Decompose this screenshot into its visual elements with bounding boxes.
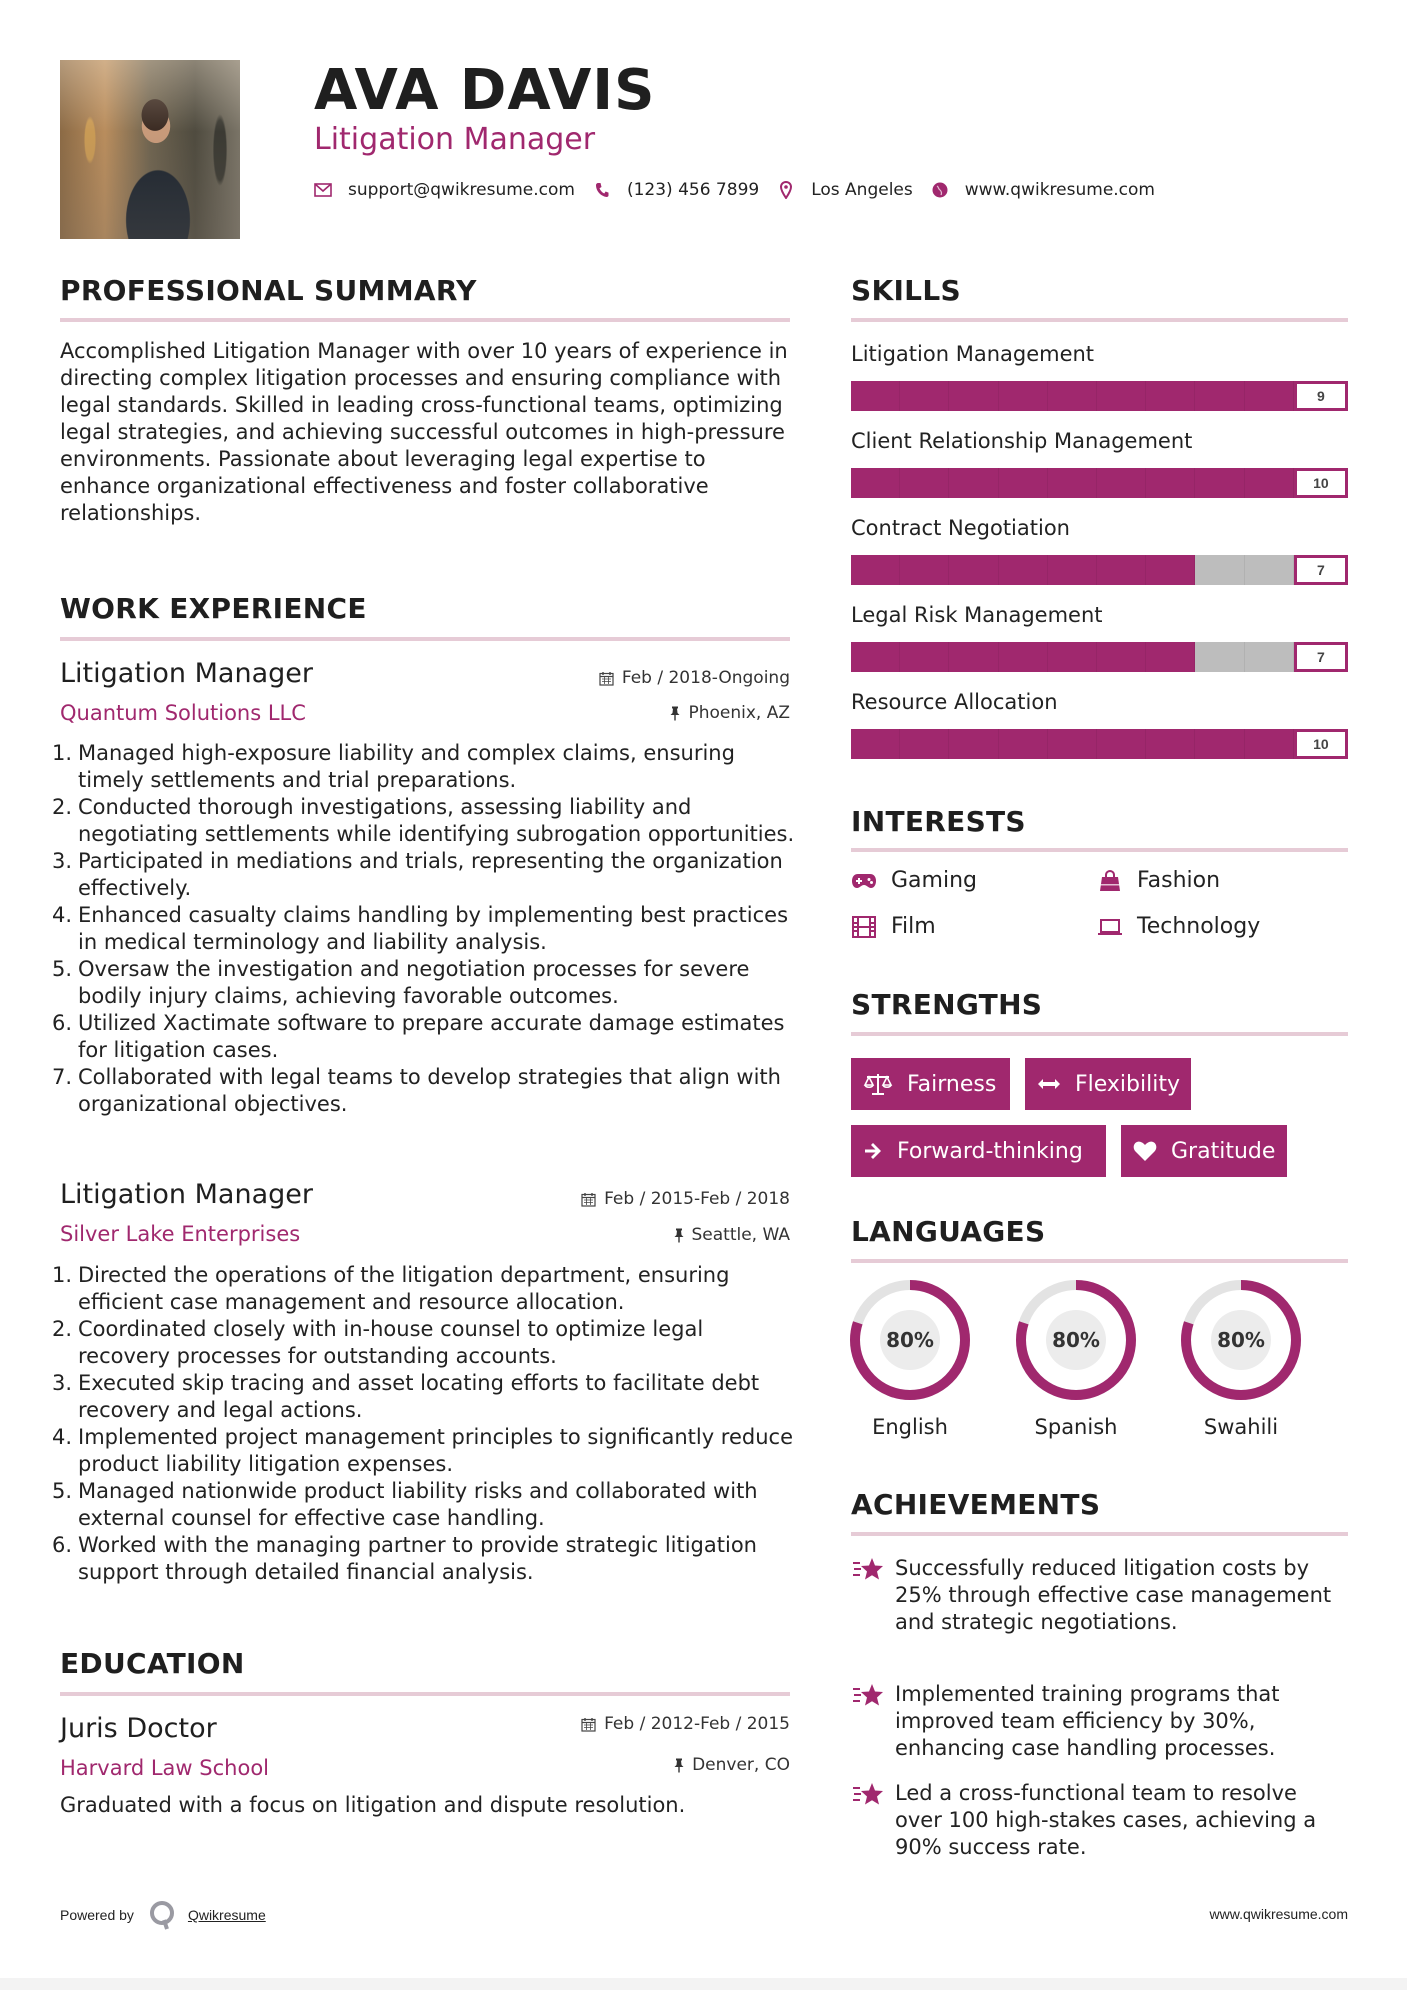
skill-bar-segment xyxy=(1097,729,1146,759)
skill-bar-segment xyxy=(999,468,1048,498)
skill-bar xyxy=(851,729,1348,759)
section-divider xyxy=(60,1692,790,1696)
education-description: Graduated with a focus on litigation and dispute resolution. xyxy=(60,1793,686,1817)
calendar-icon xyxy=(581,1192,596,1207)
language-progress-ring xyxy=(1015,1279,1137,1401)
skill-bar-segment xyxy=(1048,729,1097,759)
envelope-icon xyxy=(314,181,332,199)
calendar-icon xyxy=(581,1717,596,1732)
strength-label: Gratitude xyxy=(1171,1138,1276,1164)
film-icon xyxy=(851,916,877,938)
achievement-item xyxy=(851,1555,1348,1636)
balance-scale-icon xyxy=(863,1072,893,1096)
language-english xyxy=(849,1279,971,1439)
job-bullet: 1. Directed the operations of the litigation department, ensuring efficient case management and resource allocation. xyxy=(52,1263,730,1314)
interest-label: Film xyxy=(891,914,936,939)
education-dates xyxy=(581,1714,790,1734)
skill-bar-segment xyxy=(1146,381,1195,411)
skill-bar-segment xyxy=(1097,555,1146,585)
skill-bar-segment xyxy=(1146,642,1195,672)
interest-label: Gaming xyxy=(891,868,977,893)
achievement-item xyxy=(851,1780,1348,1861)
job-location xyxy=(674,1225,791,1245)
job-bullet: 4. Implemented project management principles to significantly reduce product liability litigation expenses. xyxy=(52,1425,794,1476)
candidate-role: Litigation Manager xyxy=(314,122,596,157)
skill-bar-segment xyxy=(851,642,900,672)
achievement-item xyxy=(851,1681,1348,1762)
location-text: Los Angeles xyxy=(811,180,913,200)
skill-bar-segment xyxy=(900,555,949,585)
skill-bar xyxy=(851,555,1348,585)
interest-label: Fashion xyxy=(1137,868,1221,893)
job-title: Litigation Manager xyxy=(60,658,313,689)
skill-bar-segment xyxy=(851,555,900,585)
language-progress-ring xyxy=(1180,1279,1302,1401)
skill-bar-segment xyxy=(1048,642,1097,672)
strength-label: Fairness xyxy=(907,1071,997,1097)
job-company: Quantum Solutions LLC xyxy=(60,701,306,725)
contact-email[interactable] xyxy=(314,180,575,200)
contact-location xyxy=(777,180,913,200)
school-name: Harvard Law School xyxy=(60,1756,269,1780)
skill-bar-segment xyxy=(1195,468,1244,498)
qwikresume-link[interactable]: Qwikresume xyxy=(187,1907,266,1923)
skill-bar-segment xyxy=(1048,381,1097,411)
job-bullet: 3. Executed skip tracing and asset locating efforts to facilitate debt recovery and legal actions. xyxy=(52,1371,760,1422)
section-divider xyxy=(851,1032,1348,1036)
skill-bar-segment xyxy=(900,642,949,672)
skill-bar-segment xyxy=(1146,729,1195,759)
arrows-horizontal-icon xyxy=(1037,1078,1061,1090)
skill-bar-segment xyxy=(851,381,900,411)
summary-text: Accomplished Litigation Manager with over 10 years of experience in directing complex litigation processes and ensuring compliance with legal standards. Skilled in leading cross-functional teams, optimizing legal strategies, and achieving successful outcomes in high-pressure environments. Passionate about leveraging legal expertise to enhance organizational effectiveness and foster collaborative relationships. xyxy=(60,339,788,525)
shooting-star-icon xyxy=(851,1555,895,1636)
skill-bar xyxy=(851,468,1348,498)
phone-text: (123) 456 7899 xyxy=(626,180,760,200)
degree-title: Juris Doctor xyxy=(60,1713,217,1744)
shooting-star-icon xyxy=(851,1780,895,1861)
achievement-text: Led a cross-functional team to resolve over 100 high-stakes cases, achieving a 90% success rate. xyxy=(895,1781,1317,1859)
footer-powered-by xyxy=(60,1900,266,1930)
strength-chip-forward-thinking xyxy=(851,1125,1106,1177)
language-swahili xyxy=(1180,1279,1302,1439)
achievement-text: Successfully reduced litigation costs by 25% through effective case management and strategic negotiations. xyxy=(895,1556,1332,1634)
job-bullet: 4. Enhanced casualty claims handling by implementing best practices in medical terminology and liability analysis. xyxy=(52,903,789,954)
skill-score: 10 xyxy=(1294,468,1348,498)
skill-bar-segment xyxy=(1195,642,1244,672)
skill-score: 7 xyxy=(1294,555,1348,585)
section-divider xyxy=(851,1259,1348,1263)
laptop-icon xyxy=(1097,916,1123,938)
skill-name: Contract Negotiation xyxy=(851,516,1070,540)
skill-bar-segment xyxy=(1245,729,1294,759)
candidate-name: AVA DAVIS xyxy=(314,58,656,123)
skill-bar-segment xyxy=(1048,468,1097,498)
skill-bar-segment xyxy=(1048,555,1097,585)
pushpin-icon xyxy=(670,706,680,721)
job-bullet: 5. Oversaw the investigation and negotiation processes for severe bodily injury claims, achieving favorable outcomes. xyxy=(52,957,750,1008)
shopping-bag-icon xyxy=(1097,870,1123,892)
contact-website[interactable] xyxy=(931,180,1155,200)
heart-icon xyxy=(1133,1140,1157,1162)
website-text: www.qwikresume.com xyxy=(964,180,1155,200)
job-dates xyxy=(581,1189,790,1209)
job-dates xyxy=(599,668,790,688)
interest-fashion xyxy=(1097,868,1220,893)
powered-by-label: Powered by xyxy=(60,1907,134,1923)
skill-bar-segment xyxy=(949,555,998,585)
job-location-text: Seattle, WA xyxy=(691,1225,790,1245)
language-percent: 80% xyxy=(1211,1310,1271,1370)
skill-bar xyxy=(851,642,1348,672)
skill-bar-segment xyxy=(900,381,949,411)
skill-bar-segment xyxy=(1097,381,1146,411)
skill-bar-segment xyxy=(1097,642,1146,672)
job-bullet: 7. Collaborated with legal teams to develop strategies that align with organizational objectives. xyxy=(52,1065,781,1116)
section-divider xyxy=(60,318,790,322)
job-bullet: 6. Utilized Xactimate software to prepare accurate damage estimates for litigation cases. xyxy=(52,1011,785,1062)
profile-photo xyxy=(60,60,240,239)
skill-bar-segment xyxy=(1245,381,1294,411)
section-title-strengths: STRENGTHS xyxy=(851,988,1043,1021)
footer-website[interactable]: www.qwikresume.com xyxy=(1209,1906,1348,1922)
skill-bar-segment xyxy=(1195,555,1244,585)
section-title-achievements: ACHIEVEMENTS xyxy=(851,1488,1101,1521)
job-bullet: 5. Managed nationwide product liability risks and collaborated with external counsel for effective case handling. xyxy=(52,1479,758,1530)
page-bottom-edge xyxy=(0,1978,1407,1990)
skill-bar-segment xyxy=(900,468,949,498)
job-location xyxy=(670,703,790,723)
job-dates-text: Feb / 2015-Feb / 2018 xyxy=(604,1189,790,1209)
language-percent: 80% xyxy=(1046,1310,1106,1370)
interest-technology xyxy=(1097,914,1260,939)
job-bullet: 2. Coordinated closely with in-house counsel to optimize legal recovery processes for outstanding accounts. xyxy=(52,1317,704,1368)
skill-name: Litigation Management xyxy=(851,342,1095,366)
pushpin-icon xyxy=(674,1228,684,1243)
job-dates-text: Feb / 2018-Ongoing xyxy=(621,668,790,688)
skill-bar-segment xyxy=(1245,468,1294,498)
pushpin-icon xyxy=(674,1758,684,1773)
job-company: Silver Lake Enterprises xyxy=(60,1222,301,1246)
section-title-summary: PROFESSIONAL SUMMARY xyxy=(60,274,477,307)
skill-bar-segment xyxy=(949,468,998,498)
calendar-icon xyxy=(599,671,614,686)
skill-score: 7 xyxy=(1294,642,1348,672)
education-dates-text: Feb / 2012-Feb / 2015 xyxy=(604,1714,790,1734)
strength-chip-flexibility xyxy=(1025,1058,1191,1110)
job-bullets xyxy=(52,740,797,1118)
section-title-interests: INTERESTS xyxy=(851,805,1026,838)
job-title: Litigation Manager xyxy=(60,1179,313,1210)
skill-bar-segment xyxy=(1146,555,1195,585)
language-name: English xyxy=(872,1415,948,1439)
job-bullets xyxy=(52,1262,797,1586)
interest-gaming xyxy=(851,868,977,893)
skill-bar-segment xyxy=(1195,381,1244,411)
gamepad-icon xyxy=(851,870,877,892)
education-location-text: Denver, CO xyxy=(692,1755,790,1775)
phone-icon xyxy=(593,181,611,199)
skill-bar-segment xyxy=(851,729,900,759)
section-title-education: EDUCATION xyxy=(60,1647,245,1680)
skill-name: Legal Risk Management xyxy=(851,603,1103,627)
skill-bar-segment xyxy=(999,642,1048,672)
section-divider xyxy=(60,637,790,641)
globe-icon xyxy=(931,181,949,199)
skill-bar-segment xyxy=(949,381,998,411)
skill-score: 9 xyxy=(1294,381,1348,411)
job-bullet: 3. Participated in mediations and trials, representing the organization effectively. xyxy=(52,849,783,900)
skill-bar-segment xyxy=(1245,555,1294,585)
arrow-right-icon xyxy=(863,1141,883,1161)
section-title-languages: LANGUAGES xyxy=(851,1215,1046,1248)
education-location xyxy=(674,1755,790,1775)
skill-bar xyxy=(851,381,1348,411)
contact-bar xyxy=(314,180,1173,200)
section-divider xyxy=(851,318,1348,322)
skill-name: Resource Allocation xyxy=(851,690,1058,714)
language-progress-ring xyxy=(849,1279,971,1401)
job-bullet: 6. Worked with the managing partner to provide strategic litigation support through detailed financial analysis. xyxy=(52,1533,757,1584)
job-bullet: 2. Conducted thorough investigations, assessing liability and negotiating settlements while identifying subrogation opportunities. xyxy=(52,795,795,846)
email-text: support@qwikresume.com xyxy=(348,180,575,200)
language-name: Spanish xyxy=(1034,1415,1118,1439)
map-pin-icon xyxy=(777,181,795,199)
skill-bar-segment xyxy=(1245,642,1294,672)
skill-bar-segment xyxy=(1195,729,1244,759)
section-title-skills: SKILLS xyxy=(851,274,961,307)
skill-bar-segment xyxy=(1146,468,1195,498)
strength-label: Forward-thinking xyxy=(897,1138,1083,1164)
skill-bar-segment xyxy=(999,555,1048,585)
skill-bar-segment xyxy=(1097,468,1146,498)
shooting-star-icon xyxy=(851,1681,895,1762)
skill-bar-segment xyxy=(949,642,998,672)
interest-label: Technology xyxy=(1137,914,1261,939)
language-name: Swahili xyxy=(1203,1415,1279,1439)
skill-bar-segment xyxy=(900,729,949,759)
job-location-text: Phoenix, AZ xyxy=(688,703,790,723)
strength-chip-fairness xyxy=(851,1058,1010,1110)
language-percent: 80% xyxy=(880,1310,940,1370)
section-divider xyxy=(851,848,1348,852)
skill-bar-segment xyxy=(999,729,1048,759)
skill-bar-segment xyxy=(851,468,900,498)
qwikresume-logo-icon xyxy=(148,1900,176,1930)
contact-phone[interactable] xyxy=(593,180,759,200)
skill-name: Client Relationship Management xyxy=(851,429,1193,453)
skill-bar-segment xyxy=(999,381,1048,411)
skill-score: 10 xyxy=(1294,729,1348,759)
section-title-experience: WORK EXPERIENCE xyxy=(60,592,367,625)
section-divider xyxy=(851,1532,1348,1536)
interest-film xyxy=(851,914,936,939)
achievement-text: Implemented training programs that improved team efficiency by 30%, enhancing case handling processes. xyxy=(895,1682,1280,1760)
strength-label: Flexibility xyxy=(1075,1071,1180,1097)
skill-bar-segment xyxy=(949,729,998,759)
job-bullet: 1. Managed high-exposure liability and complex claims, ensuring timely settlements and trial preparations. xyxy=(52,741,735,792)
language-spanish xyxy=(1015,1279,1137,1439)
strength-chip-gratitude xyxy=(1121,1125,1287,1177)
